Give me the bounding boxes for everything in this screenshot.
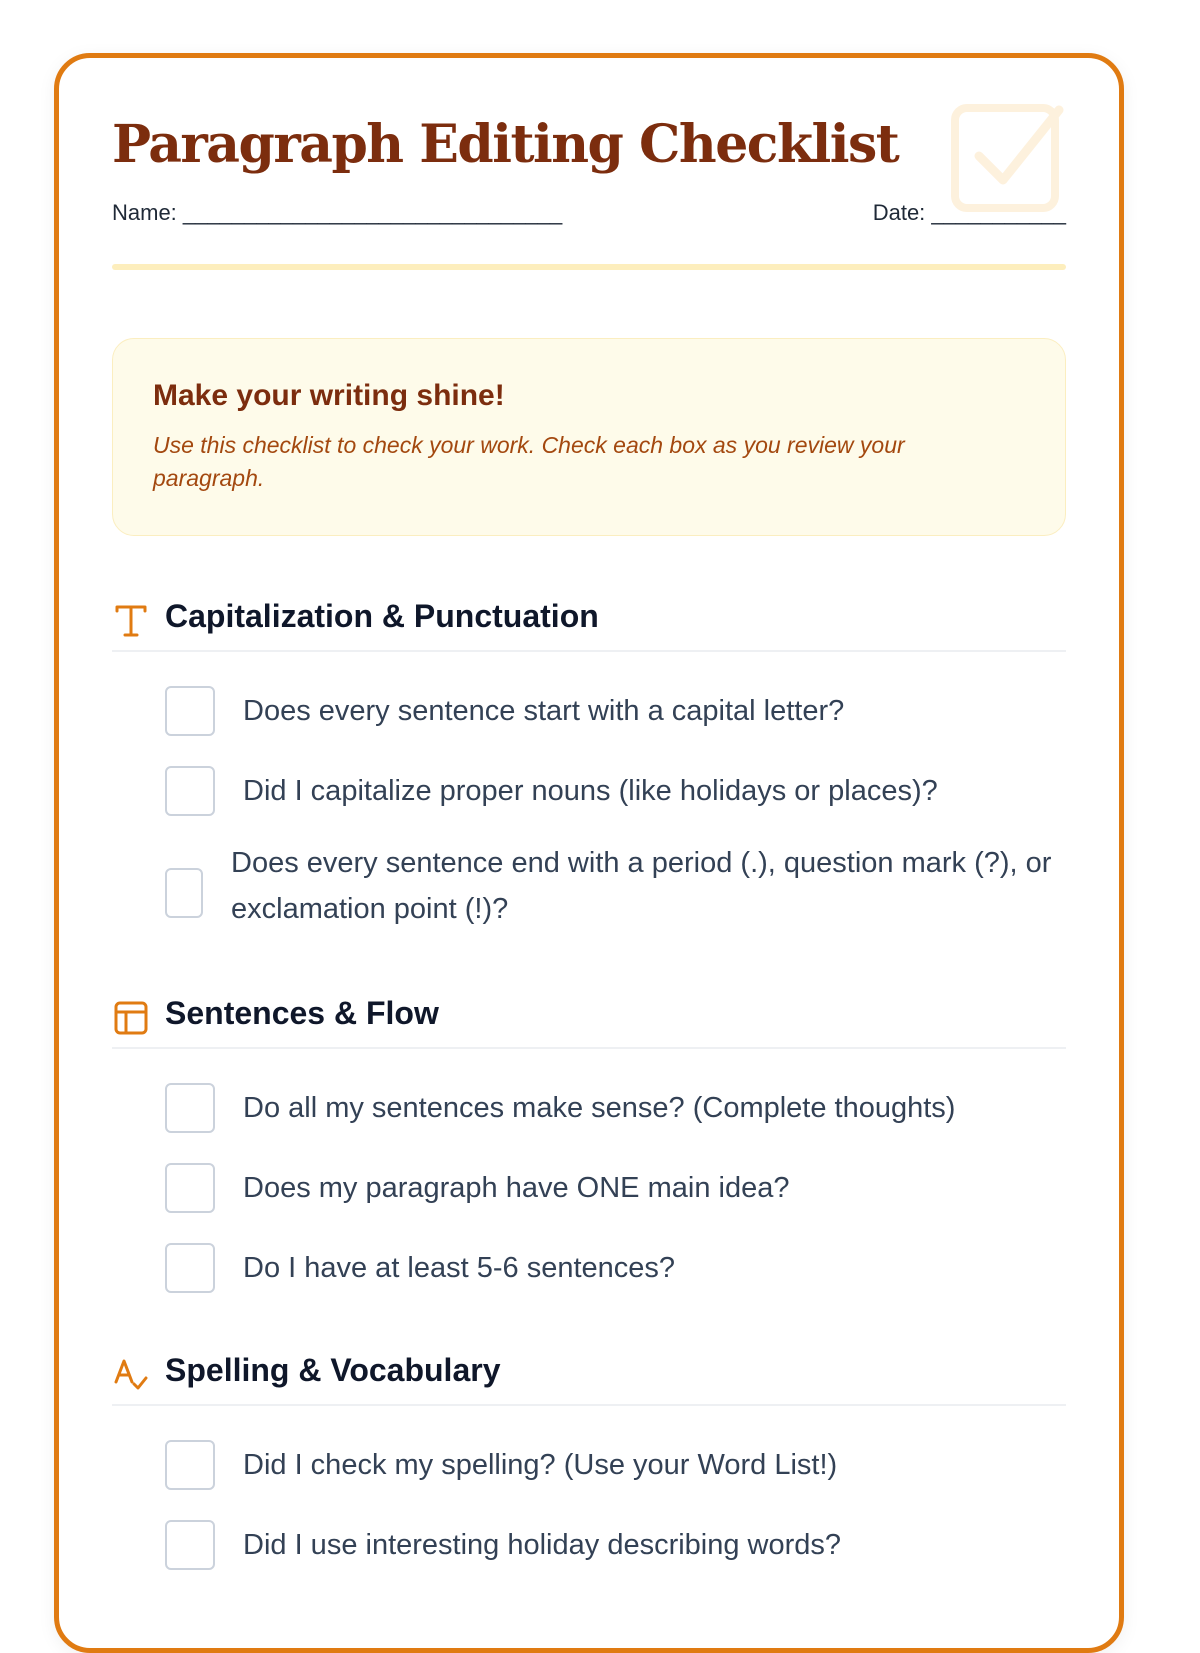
- checklist-item-text: Does every sentence start with a capital letter?: [243, 695, 845, 727]
- section-capitalization: [112, 594, 1066, 925]
- section-header: [112, 1348, 1066, 1406]
- spell-check-icon: [112, 1356, 150, 1394]
- date-field[interactable]: Date: ___________: [872, 200, 1066, 225]
- type-icon: [112, 602, 150, 640]
- checkbox[interactable]: [165, 1163, 215, 1213]
- section-title: Capitalization & Punctuation: [165, 598, 599, 634]
- section-title: Sentences & Flow: [165, 995, 439, 1031]
- checklist-item-text: Does my paragraph have ONE main idea?: [243, 1172, 790, 1204]
- layout-icon: [112, 999, 150, 1037]
- checklist-item-text: Did I check my spelling? (Use your Word List!): [243, 1449, 838, 1481]
- intro-text: Use this checklist to check your work. Check each box as you review your paragraph.: [153, 432, 905, 491]
- checklist-item-text: Does every sentence end with a period (.), question mark (?), or exclamation point (!)?: [231, 847, 1052, 925]
- checkbox[interactable]: [165, 1243, 215, 1293]
- checkbox[interactable]: [165, 686, 215, 736]
- header-divider: [112, 264, 1066, 270]
- checklist-card: [54, 53, 1124, 1653]
- checkbox[interactable]: [165, 868, 203, 918]
- checklist-item-text: Do I have at least 5-6 sentences?: [243, 1252, 676, 1284]
- checklist-item-text: Did I use interesting holiday describing words?: [243, 1529, 842, 1561]
- checkbox[interactable]: [165, 1083, 215, 1133]
- checkbox[interactable]: [165, 1440, 215, 1490]
- section-header: [112, 594, 1066, 652]
- checklist-item-text: Did I capitalize proper nouns (like holidays or places)?: [243, 775, 938, 807]
- section-sentences: [112, 991, 1066, 1284]
- checklist-item-text: Do all my sentences make sense? (Complete thoughts): [243, 1092, 956, 1124]
- name-field[interactable]: Name: _______________________________: [112, 200, 563, 225]
- checkbox[interactable]: [165, 1520, 215, 1570]
- page-title: Paragraph Editing Checklist: [112, 114, 899, 175]
- section-spelling: [112, 1348, 1066, 1561]
- section-title: Spelling & Vocabulary: [165, 1352, 501, 1388]
- checkbox[interactable]: [165, 766, 215, 816]
- section-header: [112, 991, 1066, 1049]
- intro-heading: Make your writing shine!: [153, 379, 505, 412]
- intro-callout: [112, 338, 1066, 536]
